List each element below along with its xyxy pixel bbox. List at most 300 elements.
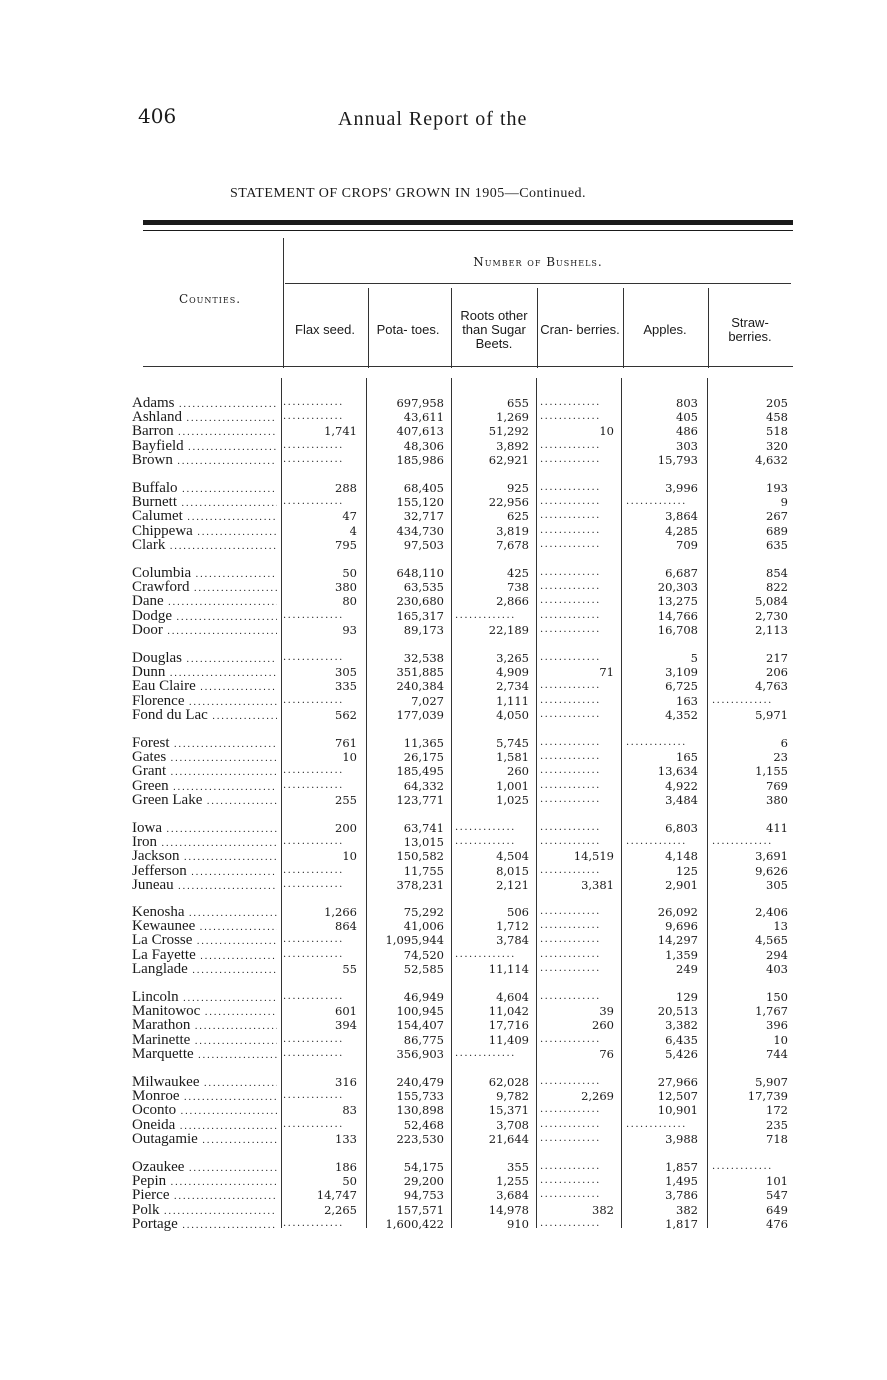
table-cell: 1,025 — [496, 792, 529, 807]
table-row — [0, 1047, 887, 1061]
table-cell: 1,255 — [496, 1174, 529, 1189]
county-name: Jefferson ..... — [132, 864, 277, 880]
table-cell: 193 — [766, 481, 788, 495]
table-cell: ............. — [626, 836, 687, 848]
col-header-roots: Roots other than Sugar Beets. — [460, 308, 528, 351]
county-name: Dunn ..... — [132, 665, 277, 681]
table-cell: ............. — [455, 948, 516, 960]
table-cell: 133 — [335, 1131, 357, 1146]
table-cell: 83 — [342, 1103, 357, 1118]
table-row — [0, 962, 887, 976]
table-row — [0, 878, 887, 892]
table-cell: ............. — [283, 609, 344, 621]
county-name: Langlade ..... — [132, 962, 277, 978]
table-cell: 3,109 — [665, 665, 698, 680]
table-cell: 230,680 — [396, 594, 444, 609]
table-cell: ............. — [540, 1033, 601, 1045]
table-row — [0, 750, 887, 764]
table-row — [0, 1033, 887, 1047]
table-cell: 27,966 — [657, 1075, 698, 1089]
table-cell: ............. — [540, 708, 601, 720]
table-cell: 150 — [766, 990, 788, 1004]
table-row — [0, 424, 887, 438]
header-divider-counties — [283, 238, 284, 368]
table-cell: ............. — [455, 1047, 516, 1059]
table-cell: 93 — [342, 622, 357, 637]
table-cell: 64,332 — [403, 778, 444, 793]
table-row — [0, 821, 887, 835]
table-cell: 6,803 — [665, 821, 698, 835]
table-cell: 41,006 — [403, 919, 444, 934]
table-cell: ............. — [283, 439, 344, 451]
table-cell: ............. — [283, 1090, 344, 1102]
group-header: Number of Bushels. — [473, 255, 603, 269]
table-cell: 22,189 — [488, 622, 529, 637]
table-cell: 11,042 — [488, 1004, 529, 1019]
table-cell: ............. — [540, 496, 601, 508]
table-row — [0, 990, 887, 1004]
table-cell: ............. — [540, 906, 601, 917]
table-cell: 4,922 — [665, 778, 698, 793]
table-cell: 9,782 — [496, 1089, 529, 1104]
table-cell: 1,266 — [324, 905, 357, 919]
table-cell: 52,468 — [403, 1117, 444, 1132]
table-cell: 163 — [676, 693, 698, 708]
table-title: STATEMENT OF CROPS' GROWN IN 1905—Continued. — [230, 186, 587, 201]
table-cell: ............. — [455, 609, 516, 621]
table-cell: ............. — [540, 567, 601, 578]
table-row — [0, 793, 887, 807]
county-name: Crawford ..... — [132, 580, 277, 596]
table-cell: 10 — [773, 1032, 788, 1047]
table-cell: 2,866 — [496, 594, 529, 609]
table-cell: 305 — [766, 877, 788, 892]
table-cell: 155,733 — [396, 1089, 444, 1104]
table-cell: ............. — [540, 962, 601, 974]
county-name: Chippewa ..... — [132, 524, 277, 540]
table-cell: ............. — [283, 397, 344, 408]
table-cell: ............. — [540, 1118, 601, 1130]
table-cell: 165 — [676, 750, 698, 765]
table-cell: 3,786 — [665, 1188, 698, 1203]
table-cell: ............. — [283, 1118, 344, 1130]
table-cell: ............. — [540, 397, 601, 408]
table-cell: 47 — [342, 509, 357, 524]
table-row — [0, 495, 887, 509]
table-row — [0, 1118, 887, 1132]
table-cell: 63,741 — [403, 821, 444, 835]
table-cell: 51,292 — [488, 424, 529, 439]
table-cell: 177,039 — [396, 707, 444, 722]
table-cell: 396 — [766, 1018, 788, 1033]
table-row — [0, 509, 887, 523]
table-row — [0, 1132, 887, 1146]
table-cell: 335 — [335, 679, 357, 694]
table-cell: 380 — [335, 580, 357, 595]
table-cell: 761 — [335, 736, 357, 750]
county-name: Burnett ..... — [132, 495, 277, 511]
table-cell: 1,600,422 — [385, 1216, 444, 1231]
table-cell: 52,585 — [403, 961, 444, 976]
running-head: Annual Report of the — [338, 108, 528, 130]
table-row — [0, 849, 887, 863]
table-cell: ............. — [540, 1175, 601, 1187]
table-cell: 2,730 — [755, 608, 788, 623]
table-cell: 458 — [766, 410, 788, 425]
table-cell: 2,269 — [581, 1089, 614, 1104]
table-cell: 74,520 — [403, 947, 444, 962]
county-name: Bayfield ..... — [132, 439, 277, 455]
county-name: Eau Claire ..... — [132, 679, 277, 695]
county-name: Juneau ..... — [132, 878, 277, 894]
table-row — [0, 1217, 887, 1231]
table-cell: 4,148 — [665, 849, 698, 864]
table-cell: 50 — [342, 566, 357, 580]
county-name: Forest ..... — [132, 736, 277, 752]
table-cell: 3,382 — [665, 1018, 698, 1033]
page-number: 406 — [138, 104, 177, 128]
table-cell: 6,687 — [665, 566, 698, 580]
table-cell: 2,901 — [665, 877, 698, 892]
county-name: Manitowoc ..... — [132, 1004, 277, 1020]
table-row — [0, 1203, 887, 1217]
table-cell: ............. — [540, 439, 601, 451]
table-row — [0, 1018, 887, 1032]
table-cell: 5 — [690, 651, 698, 665]
county-name: Clark ..... — [132, 538, 277, 554]
county-name: Oneida ..... — [132, 1118, 277, 1134]
county-name: Iron ..... — [132, 835, 277, 851]
table-cell: 55 — [342, 961, 357, 976]
table-cell: 46,949 — [403, 990, 444, 1004]
table-cell: ............. — [540, 1104, 601, 1116]
table-cell: 355 — [507, 1160, 529, 1174]
county-name: Ozaukee ..... — [132, 1160, 277, 1176]
table-cell: 3,265 — [496, 651, 529, 665]
col-sep — [623, 288, 624, 368]
county-name: Dane ..... — [132, 594, 277, 610]
table-cell: 76 — [599, 1046, 614, 1061]
table-row — [0, 623, 887, 637]
county-name: Kenosha ..... — [132, 905, 277, 921]
table-cell: 155,120 — [396, 495, 444, 510]
table-cell: 925 — [507, 481, 529, 495]
table-cell: 288 — [335, 481, 357, 495]
table-cell: 394 — [335, 1018, 357, 1033]
table-cell: 157,571 — [396, 1202, 444, 1217]
table-cell: 223,530 — [396, 1131, 444, 1146]
table-cell: ............. — [283, 836, 344, 848]
table-cell: 378,231 — [396, 877, 444, 892]
table-cell: ............. — [540, 948, 601, 960]
county-name: Barron ..... — [132, 424, 277, 440]
table-cell: 89,173 — [403, 622, 444, 637]
table-cell: 3,988 — [665, 1131, 698, 1146]
county-name: La Crosse ..... — [132, 933, 277, 949]
county-name: Marinette ..... — [132, 1033, 277, 1049]
table-cell: 689 — [766, 523, 788, 538]
table-cell: ............. — [540, 920, 601, 932]
county-name: Adams ..... — [132, 396, 277, 412]
table-cell: 1,095,944 — [385, 933, 444, 948]
table-cell: 123,771 — [396, 792, 444, 807]
table-cell: 655 — [507, 396, 529, 410]
table-cell: ............. — [283, 934, 344, 946]
table-cell: 3,996 — [665, 481, 698, 495]
table-cell: 3,784 — [496, 933, 529, 948]
table-cell: 3,819 — [496, 523, 529, 538]
table-cell: 380 — [766, 792, 788, 807]
table-cell: ............. — [540, 1161, 601, 1172]
table-row — [0, 948, 887, 962]
table-cell: 11,114 — [488, 961, 529, 976]
table-cell: 864 — [335, 919, 357, 934]
table-cell: 7,678 — [496, 537, 529, 552]
table-cell: 2,121 — [496, 877, 529, 892]
table-cell: 10,901 — [657, 1103, 698, 1118]
table-cell: 23 — [773, 750, 788, 765]
table-cell: 200 — [335, 821, 357, 835]
table-cell: 1,581 — [496, 750, 529, 765]
table-cell: 2,406 — [755, 905, 788, 919]
table-cell: 14,747 — [316, 1188, 357, 1203]
table-row — [0, 396, 887, 410]
county-name: Marathon ..... — [132, 1018, 277, 1034]
table-cell: ............. — [540, 694, 601, 706]
table-row — [0, 933, 887, 947]
table-cell: ............. — [455, 822, 516, 833]
table-cell: ............. — [283, 1217, 344, 1229]
table-row — [0, 580, 887, 594]
table-cell: 100,945 — [396, 1004, 444, 1019]
table-cell: ............. — [283, 1033, 344, 1045]
county-name: Calumet ..... — [132, 509, 277, 525]
table-cell: 303 — [676, 438, 698, 453]
table-cell: 205 — [766, 396, 788, 410]
top-rule-thin — [143, 230, 793, 231]
table-row — [0, 594, 887, 608]
table-cell: 43,611 — [403, 410, 444, 425]
table-cell: 1,359 — [665, 947, 698, 962]
table-cell: ............. — [283, 652, 344, 663]
table-cell: ............. — [540, 793, 601, 805]
table-cell: 13,015 — [403, 835, 444, 850]
table-cell: 50 — [342, 1174, 357, 1189]
table-cell: 15,793 — [657, 452, 698, 467]
table-cell: ............. — [626, 1118, 687, 1130]
table-cell: 11,755 — [403, 863, 444, 878]
table-row — [0, 1004, 887, 1018]
table-cell: 80 — [342, 594, 357, 609]
table-cell: 94,753 — [403, 1188, 444, 1203]
county-name: Douglas ..... — [132, 651, 277, 667]
table-row — [0, 736, 887, 750]
table-cell: 71 — [599, 665, 614, 680]
table-cell: 403 — [766, 961, 788, 976]
table-cell: 434,730 — [396, 523, 444, 538]
table-cell: 14,297 — [657, 933, 698, 948]
table-cell: ............. — [540, 609, 601, 621]
table-cell: 75,292 — [403, 905, 444, 919]
table-cell: 62,028 — [488, 1075, 529, 1089]
table-row — [0, 439, 887, 453]
table-cell: 320 — [766, 438, 788, 453]
table-cell: 10 — [342, 750, 357, 765]
table-cell: 5,084 — [755, 594, 788, 609]
table-cell: 13,275 — [657, 594, 698, 609]
table-cell: 21,644 — [488, 1131, 529, 1146]
header-group-underline — [285, 283, 791, 284]
table-cell: 518 — [766, 424, 788, 439]
table-cell: 1,857 — [665, 1160, 698, 1174]
table-cell: 260 — [507, 764, 529, 779]
table-cell: 649 — [766, 1202, 788, 1217]
county-name: Iowa ..... — [132, 821, 277, 837]
table-cell: ............. — [283, 1047, 344, 1059]
table-cell: 11,409 — [488, 1032, 529, 1047]
table-cell: 260 — [592, 1018, 614, 1033]
table-cell: 150,582 — [396, 849, 444, 864]
table-cell: 1,155 — [755, 764, 788, 779]
table-cell: 20,513 — [657, 1004, 698, 1019]
table-cell: ............. — [540, 510, 601, 522]
table-cell: ............. — [540, 737, 601, 748]
table-cell: ............. — [540, 1076, 601, 1087]
table-cell: 3,864 — [665, 509, 698, 524]
county-name: Buffalo ..... — [132, 481, 277, 497]
table-cell: 6,435 — [665, 1032, 698, 1047]
table-cell: 13,634 — [657, 764, 698, 779]
table-cell: 407,613 — [396, 424, 444, 439]
table-cell: 910 — [507, 1216, 529, 1231]
table-cell: ............. — [540, 864, 601, 876]
table-cell: ............. — [540, 1189, 601, 1201]
table-cell: 625 — [507, 509, 529, 524]
table-row — [0, 453, 887, 467]
county-name: Florence ..... — [132, 694, 277, 710]
table-row — [0, 538, 887, 552]
table-cell: 3,691 — [755, 849, 788, 864]
table-cell: 12,507 — [657, 1089, 698, 1104]
table-cell: 14,519 — [573, 849, 614, 864]
table-cell: ............. — [540, 822, 601, 833]
county-name: Ashland ..... — [132, 410, 277, 426]
table-cell: 3,892 — [496, 438, 529, 453]
table-cell: ............. — [283, 948, 344, 960]
table-row — [0, 764, 887, 778]
table-cell: 769 — [766, 778, 788, 793]
table-cell: 738 — [507, 580, 529, 595]
table-cell: 97,503 — [403, 537, 444, 552]
table-cell: 601 — [335, 1004, 357, 1019]
table-cell: 562 — [335, 707, 357, 722]
table-cell: ............. — [540, 765, 601, 777]
table-cell: 3,684 — [496, 1188, 529, 1203]
table-cell: 4,565 — [755, 933, 788, 948]
col-header-potatoes: Pota- toes. — [376, 322, 440, 337]
table-cell: ............. — [540, 680, 601, 692]
table-cell: 10 — [599, 424, 614, 439]
table-cell: 9 — [780, 495, 788, 510]
table-cell: ............. — [540, 836, 601, 848]
county-name: Portage ..... — [132, 1217, 277, 1233]
table-cell: ............. — [540, 482, 601, 493]
table-cell: 14,766 — [657, 608, 698, 623]
table-cell: ............. — [540, 991, 601, 1002]
table-cell: 29,200 — [403, 1174, 444, 1189]
table-row — [0, 481, 887, 495]
county-name: Polk ..... — [132, 1203, 277, 1219]
table-cell: 6 — [780, 736, 788, 750]
county-name: Pierce ..... — [132, 1188, 277, 1204]
county-name: Gates ..... — [132, 750, 277, 766]
table-cell: 186 — [335, 1160, 357, 1174]
table-cell: 1,767 — [755, 1004, 788, 1019]
table-cell: 240,479 — [396, 1075, 444, 1089]
table-row — [0, 1089, 887, 1103]
table-row — [0, 1160, 887, 1174]
table-cell: 172 — [766, 1103, 788, 1118]
table-cell: 1,817 — [665, 1216, 698, 1231]
county-name: Marquette ..... — [132, 1047, 277, 1063]
table-cell: 5,426 — [665, 1046, 698, 1061]
table-cell: ............. — [540, 751, 601, 763]
table-cell: 4,504 — [496, 849, 529, 864]
table-cell: ............. — [283, 864, 344, 876]
table-cell: 6,725 — [665, 679, 698, 694]
table-cell: 9,626 — [755, 863, 788, 878]
table-cell: 795 — [335, 537, 357, 552]
table-cell: 1,712 — [496, 919, 529, 934]
table-cell: 86,775 — [403, 1032, 444, 1047]
table-cell: 8,015 — [496, 863, 529, 878]
table-cell: ............. — [455, 836, 516, 848]
county-name: Kewaunee ..... — [132, 919, 277, 935]
table-cell: 382 — [676, 1202, 698, 1217]
table-cell: 267 — [766, 509, 788, 524]
table-row — [0, 566, 887, 580]
table-cell: 405 — [676, 410, 698, 425]
col-header-strawberries: Straw- berries. — [728, 315, 772, 344]
table-row — [0, 919, 887, 933]
table-cell: 20,303 — [657, 580, 698, 595]
table-cell: 26,092 — [657, 905, 698, 919]
table-cell: 5,907 — [755, 1075, 788, 1089]
table-cell: 506 — [507, 905, 529, 919]
table-cell: ............. — [712, 1161, 773, 1172]
table-cell: ............. — [283, 991, 344, 1002]
top-rule-thick — [143, 220, 793, 225]
county-name: Oconto ..... — [132, 1103, 277, 1119]
table-cell: 2,113 — [755, 622, 788, 637]
table-cell: ............. — [283, 779, 344, 791]
table-cell: 32,538 — [403, 651, 444, 665]
table-cell: 217 — [766, 651, 788, 665]
county-name: Brown ..... — [132, 453, 277, 469]
table-cell: 17,716 — [488, 1018, 529, 1033]
county-name: Grant ..... — [132, 764, 277, 780]
table-cell: 240,384 — [396, 679, 444, 694]
table-cell: 32,717 — [403, 509, 444, 524]
table-cell: 14,978 — [488, 1202, 529, 1217]
county-name: Jackson ..... — [132, 849, 277, 865]
table-cell: 351,885 — [396, 665, 444, 680]
table-cell: 425 — [507, 566, 529, 580]
table-cell: 1,495 — [665, 1174, 698, 1189]
county-name: Pepin ..... — [132, 1174, 277, 1190]
table-cell: ............. — [283, 411, 344, 423]
table-cell: ............. — [540, 524, 601, 536]
